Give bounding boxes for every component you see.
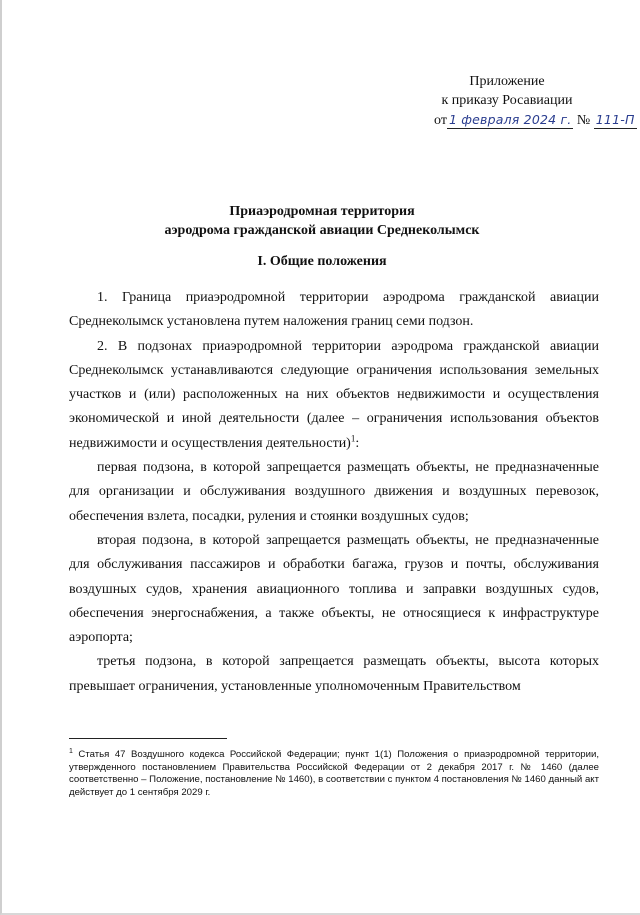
date-prefix: от: [434, 113, 447, 128]
paragraph-subzone-2: вторая подзона, в которой запрещается размещать объекты, не предназначенные для обслуживания пассажиров и обработки багажа, грузов и почты, обслуживания воздушных судов, хранения авиационного топлива и заправки воздушных судов, обеспечения энергоснабжения, а также объекты, не относящиеся к инфраструктуре аэропорта;: [69, 532, 599, 646]
footnote-divider: [69, 738, 227, 739]
appendix-label: Приложение: [469, 74, 545, 89]
appendix-order-ref: к приказу Росавиации: [441, 93, 573, 108]
section-heading: I. Общие положения: [257, 254, 387, 269]
paragraph-2: 2. В подзонах приаэродромной территории аэродрома гражданской авиации Среднеколымск устанавливаются следующие ограничения использования земельных участков и (или) расположенных на них объектов недвижимости и осуществления экономической и иной деятельности (далее – ограничения использования объектов недвижимости и осуществления деятельности)$^1$:: [69, 338, 599, 451]
handwritten-date: 1 февраля 2024 г.: [448, 112, 572, 127]
paragraph-1: 1. Граница приаэродромной территории аэродрома гражданской авиации Среднеколымск установлена путем наложения границ семи подзон.: [69, 290, 599, 330]
footnote: [69, 749, 599, 799]
appendix-block: [402, 72, 612, 110]
order-date-number-line: [434, 111, 635, 130]
document-body: [69, 286, 599, 699]
paragraph-subzone-3: третья подзона, в которой запрещается размещать объекты, высота которых превышает ограничения, установленные уполномоченным Правительством: [69, 654, 599, 694]
number-prefix: №: [576, 113, 591, 128]
footnote-reference: 1: [350, 433, 356, 444]
title-line-1: Приаэродромная территория: [229, 204, 415, 219]
paragraph-subzone-1: первая подзона, в которой запрещается размещать объекты, не предназначенные для организации и обслуживания воздушного движения и воздушных перевозок, обеспечения взлета, посадки, руления и стоянки воздушных судов;: [69, 460, 599, 524]
handwritten-order-number: 111-П: [595, 112, 635, 127]
document-title: [62, 202, 582, 240]
title-line-2: аэродрома гражданской авиации Среднеколымск: [164, 223, 480, 238]
footnote-mark: 1: [69, 747, 73, 755]
footnote-text: Статья 47 Воздушного кодекса Российской Федерации; пункт 1(1) Положения о приаэродромной территории, утвержденного постановлением Правительства Российской Федерации от 2 декабря 2017 г. № 1460 (далее соответственно – Положение, постановление № 1460), в соответствии с пунктом 4 постановления № 1460 данный акт действует до 1 сентября 2029 г.: [69, 749, 599, 798]
